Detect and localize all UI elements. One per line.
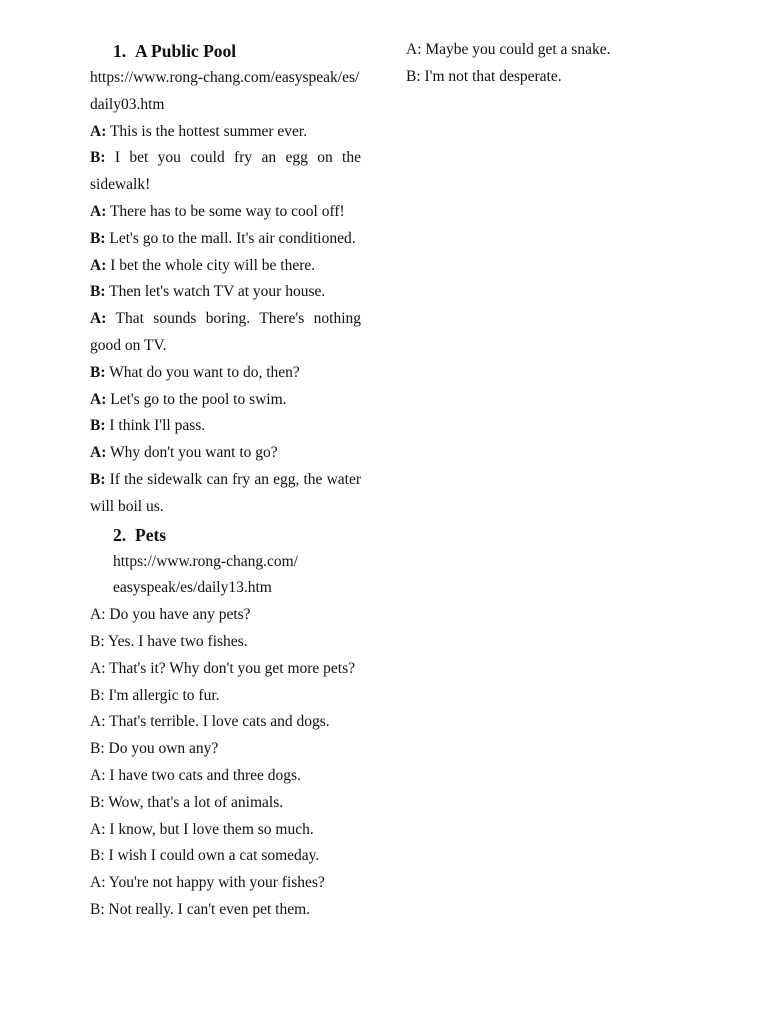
speaker-label: A:: [90, 256, 107, 274]
dialogue-line: B: I'm not that desperate.: [406, 67, 562, 85]
section-2-heading: [90, 521, 361, 549]
dialogue-text: If the sidewalk can fry an egg, the water will boil us.: [90, 470, 361, 515]
dialogue-line: A: That's it? Why don't you get more pets?: [90, 659, 356, 677]
speaker-label: A:: [90, 390, 107, 408]
speaker-label: B:: [90, 149, 106, 167]
dialogue-line: B: Wow, that's a lot of animals.: [90, 793, 284, 811]
dialogue-line: [90, 440, 361, 467]
speaker-label: A:: [90, 444, 107, 462]
dialogue-line: [90, 387, 361, 414]
dialogue-text: Let's go to the mall. It's air conditioned.: [105, 229, 356, 247]
section-1-url-line2: daily03.htm: [90, 95, 165, 113]
speaker-label: B:: [90, 363, 106, 381]
dialogue-line: A: I know, but I love them so much.: [90, 820, 314, 838]
speaker-label: B:: [90, 283, 106, 301]
section-2-url-line1: https://www.rong-chang.com/: [113, 552, 298, 570]
dialogue-text: What do you want to do, then?: [105, 363, 300, 381]
dialogue-text: Why don't you want to go?: [106, 444, 278, 462]
dialogue-line: [90, 119, 361, 146]
section-2-url: [90, 549, 361, 603]
dialogue-line: B: Do you own any?: [90, 740, 219, 758]
dialogue-line: A: Maybe you could get a snake.: [406, 41, 611, 58]
speaker-label: A:: [90, 202, 107, 220]
dialogue-line: A: That's terrible. I love cats and dogs.: [90, 713, 330, 731]
section-2-title: Pets: [135, 524, 167, 545]
dialogue-line: [90, 279, 361, 306]
dialogue-line: [90, 253, 361, 280]
speaker-label: A:: [90, 310, 107, 328]
section-2-number: 2.: [113, 524, 127, 545]
dialogue-line: [90, 413, 361, 440]
dialogue-text: Let's go to the pool to swim.: [106, 390, 287, 408]
dialogue-line: A: You're not happy with your fishes?: [90, 874, 325, 892]
dialogue-line: A: Do you have any pets?: [90, 606, 251, 624]
dialogue-line: B: Yes. I have two fishes.: [90, 632, 248, 650]
dialogue-line: [90, 199, 361, 226]
dialogue-line: [90, 145, 361, 199]
dialogue-line: B: Not really. I can't even pet them.: [90, 900, 311, 918]
dialogue-line: A: I have two cats and three dogs.: [90, 766, 301, 784]
dialogue-line: [90, 306, 361, 360]
section-2-url-line2: easyspeak/es/daily13.htm: [113, 579, 272, 597]
dialogue-line: B: I'm allergic to fur.: [90, 686, 220, 704]
section-1-title: A Public Pool: [135, 41, 237, 61]
right-column: [406, 37, 706, 91]
speaker-label: B:: [90, 229, 106, 247]
section-1-url: [90, 65, 361, 119]
dialogue-line: [90, 226, 361, 253]
speaker-label: B:: [90, 417, 106, 435]
dialogue-line: [90, 360, 361, 387]
dialogue-line: B: I wish I could own a cat someday.: [90, 847, 320, 865]
dialogue-text: That sounds boring. There's nothing good on TV.: [90, 310, 361, 354]
dialogue-text: Then let's watch TV at your house.: [105, 283, 326, 301]
section-1-url-line1: https://www.rong-chang.com/easyspeak/es/: [90, 69, 360, 86]
speaker-label: A:: [90, 122, 107, 140]
dialogue-text: There has to be some way to cool off!: [106, 202, 345, 220]
speaker-label: B:: [90, 470, 106, 488]
section-1-heading: [90, 37, 361, 65]
dialogue-text: I bet you could fry an egg on the sidewalk!: [90, 149, 361, 194]
left-column: [90, 37, 361, 924]
section-1-number: 1.: [113, 41, 127, 61]
dialogue-text: This is the hottest summer ever.: [106, 122, 308, 140]
dialogue-text: I bet the whole city will be there.: [106, 256, 316, 274]
dialogue-text: I think I'll pass.: [105, 417, 206, 435]
dialogue-line: [90, 467, 361, 521]
